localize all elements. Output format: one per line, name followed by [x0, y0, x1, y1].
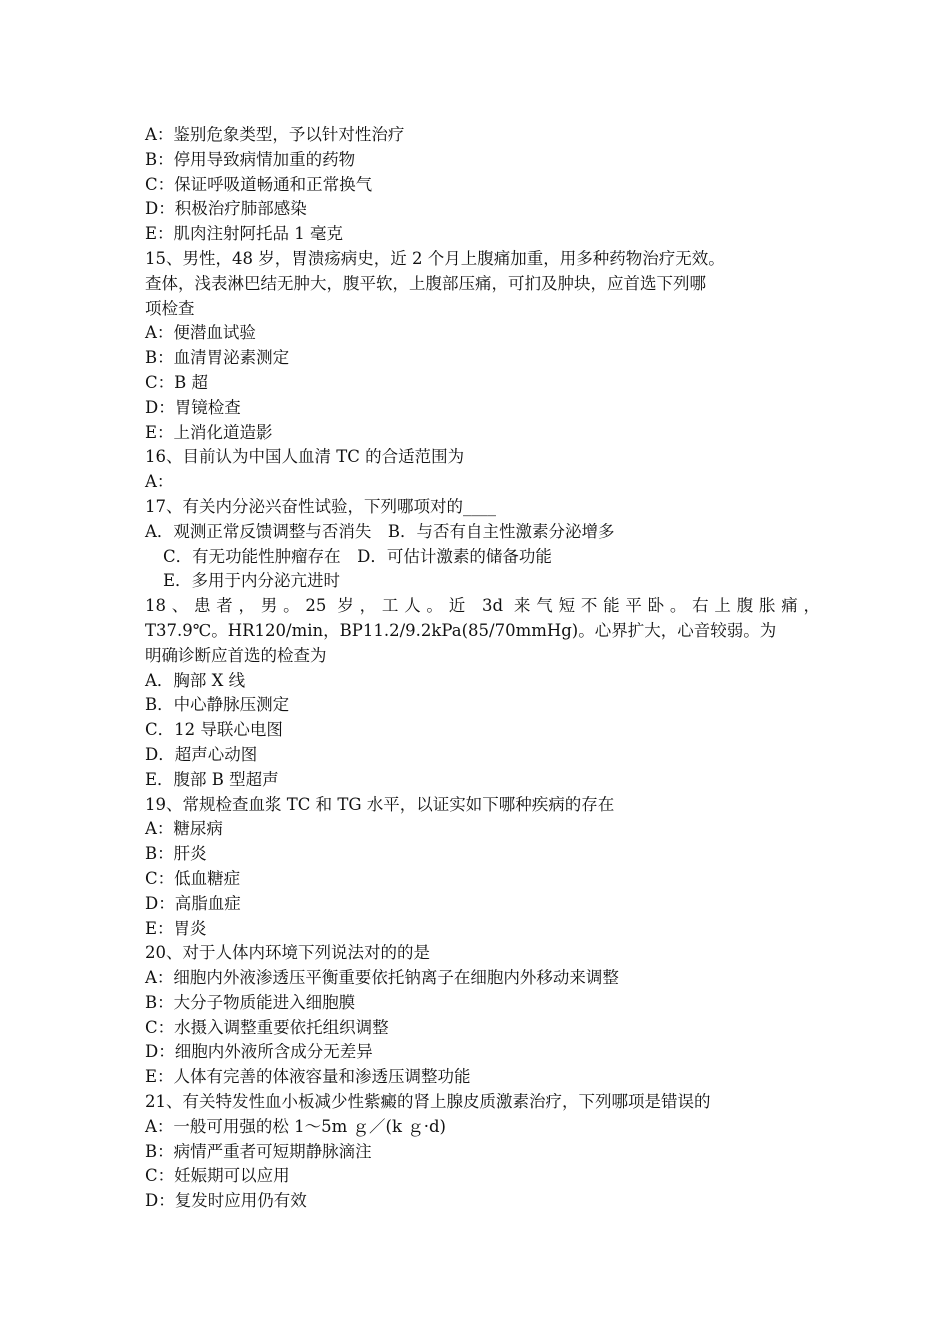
option-d-q20: D：细胞内外液所含成分无差异: [145, 1042, 373, 1062]
option-a-q16: A：: [145, 472, 174, 492]
options-ab-q17: A．观测正常反馈调整与否消失 B．与否有自主性激素分泌增多: [145, 521, 615, 541]
option-a-q14: A：鉴别危象类型，予以针对性治疗: [145, 125, 405, 144]
option-d-q15: D：胃镜检查: [145, 397, 241, 417]
option-b-q18: B．中心静脉压测定: [145, 695, 290, 715]
option-b-q21: B：病情严重者可短期静脉滴注: [145, 1141, 372, 1161]
option-c-q21: C：妊娠期可以应用: [145, 1166, 290, 1186]
option-a-q18: A．胸部 X 线: [145, 670, 246, 690]
option-d-q21: D：复发时应用仍有效: [145, 1191, 307, 1211]
question-15-line-3: 项检查: [145, 298, 195, 318]
option-e-q18: E．腹部 B 型超声: [145, 769, 279, 789]
option-a-q19: A：糖尿病: [145, 819, 223, 839]
question-19: 19、常规检查血浆 TC 和 TG 水平，以证实如下哪种疾病的存在: [145, 794, 615, 814]
option-c-q14: C：保证呼吸道畅通和正常换气: [145, 174, 373, 194]
option-a-q21: A：一般可用强的松 1～5m ｇ／(k ｇ·d): [145, 1116, 446, 1136]
option-e-q20: E：人体有完善的体液容量和渗透压调整功能: [145, 1067, 471, 1087]
option-d-q19: D：高脂血症: [145, 893, 241, 913]
option-c-q18: C．12 导联心电图: [145, 720, 283, 740]
question-18-line-2: T37.9℃。HR120/min，BP11.2/9.2kPa(85/70mmHg)。心界扩大，心音较弱。为: [145, 620, 777, 640]
option-d-q18: D．超声心动图: [145, 744, 258, 764]
option-b-q15: B：血清胃泌素测定: [145, 348, 290, 368]
question-15-line-2: 查体，浅表淋巴结无肿大，腹平软，上腹部压痛，可扪及肿块，应首选下列哪: [145, 273, 706, 293]
option-b-q20: B：大分子物质能进入细胞膜: [145, 992, 356, 1012]
options-cd-q17: C．有无功能性肿瘤存在 D．可估计激素的储备功能: [163, 546, 552, 566]
option-c-q19: C：低血糖症: [145, 868, 241, 888]
question-15-line-1: 15、男性，48 岁，胃溃疡病史，近 2 个月上腹痛加重，用多种药物治疗无效。: [145, 248, 725, 268]
option-e-q17: E．多用于内分泌亢进时: [163, 571, 341, 591]
document-page: [145, 123, 820, 1214]
option-b-q14: B：停用导致病情加重的药物: [145, 149, 356, 169]
question-18-line-3: 明确诊断应首选的检查为: [145, 645, 327, 665]
question-16: 16、目前认为中国人血清 TC 的合适范围为: [145, 447, 465, 467]
option-a-q15: A：便潜血试验: [145, 323, 256, 343]
option-c-q15: C：B 超: [145, 372, 208, 392]
question-20: 20、对于人体内环境下列说法对的的是: [145, 943, 430, 963]
option-e-q19: E：胃炎: [145, 918, 207, 938]
question-21: 21、有关特发性血小板减少性紫癜的肾上腺皮质激素治疗，下列哪项是错误的: [145, 1092, 711, 1112]
option-b-q19: B：肝炎: [145, 844, 207, 864]
option-c-q20: C：水摄入调整重要依托组织调整: [145, 1017, 389, 1037]
option-e-q14: E：肌肉注射阿托品 1 毫克: [145, 224, 344, 244]
option-e-q15: E：上消化道造影: [145, 422, 273, 442]
option-a-q20: A：细胞内外液渗透压平衡重要依托钠离子在细胞内外移动来调整: [145, 968, 619, 988]
question-18-line-1: 18、患者，男。25 岁，工人。近 3d 来气短不能平卧。右上腹胀痛，: [145, 596, 820, 616]
option-d-q14: D：积极治疗肺部感染: [145, 199, 307, 219]
question-17: 17、有关内分泌兴奋性试验，下列哪项对的____: [145, 496, 496, 516]
